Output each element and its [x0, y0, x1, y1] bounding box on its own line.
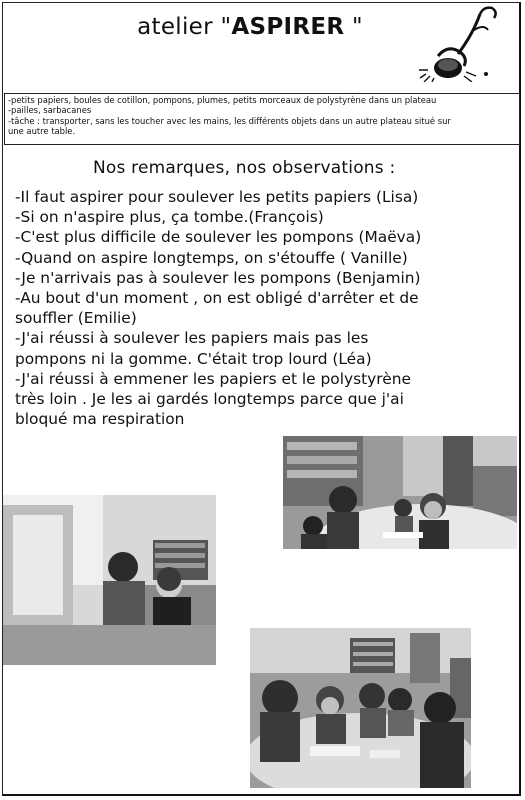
title-prefix: atelier " [137, 14, 232, 40]
observation-line: -C'est plus difficile de soulever les pompons (Maëva) [15, 228, 422, 247]
observation-line: souffler (Emilie) [15, 309, 137, 328]
title-word: ASPIRER [231, 14, 345, 40]
observation-line: -Je n'arrivais pas à soulever les pompons (Benjamin) [15, 268, 421, 287]
materials-line: -pailles, sarbacanes [8, 105, 92, 116]
materials-line: -petits papiers, boules de cotillon, pompons, plumes, petits morceaux de polystyrène dans un plateau [8, 95, 437, 105]
observation-line: très loin . Je les ai gardés longtemps parce que j'ai [15, 390, 404, 409]
classroom-photo [3, 495, 216, 665]
materials-line: -tâche : transporter, sans les toucher avec les mains, les différents objets dans un autre plateau situé sur [8, 115, 451, 126]
classroom-photo [283, 436, 517, 549]
observation-line: -J'ai réussi à soulever les papiers mais pas les [15, 329, 369, 348]
materials-line: une autre table. [8, 126, 76, 137]
observations-heading: Nos remarques, nos observations : [93, 158, 396, 178]
observation-line: pompons ni la gomme. C'était trop lourd (Léa) [15, 349, 372, 368]
observation-line: -Au bout d'un moment , on est obligé d'arrêter et de [15, 289, 419, 308]
observation-line: -Quand on aspire longtemps, on s'étouffe ( Vanille) [15, 248, 408, 267]
classroom-photo [250, 628, 471, 788]
vacuum-cleaner-icon [418, 4, 500, 82]
materials-box [4, 93, 520, 145]
title-suffix: " [344, 14, 363, 40]
observation-line: -Il faut aspirer pour soulever les petits papiers (Lisa) [15, 188, 419, 206]
observation-line: bloqué ma respiration [15, 410, 185, 429]
observation-line: -Si on n'aspire plus, ça tombe.(François) [15, 208, 324, 227]
observation-line: -J'ai réussi à emmener les papiers et le polystyrène [15, 369, 411, 388]
observations-list [15, 187, 515, 429]
